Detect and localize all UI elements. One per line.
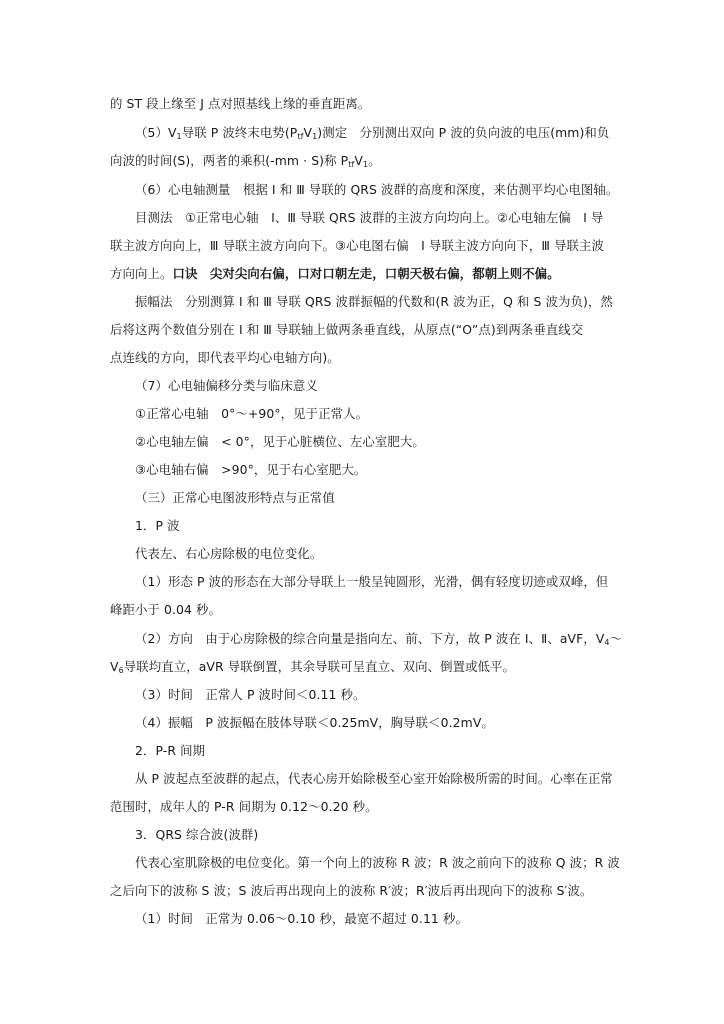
section-heading: （三）正常心电图波形特点与正常值	[135, 490, 335, 505]
text-line: 目测法 ①正常电心轴 Ⅰ、Ⅲ 导联 QRS 波群的主波方向均向上。②心电轴左偏 Ⅰ 导	[135, 210, 604, 225]
subsection-heading: 3．QRS 综合波(波群)	[135, 827, 259, 842]
text-line: ③心电轴右偏 >90°，见于右心室肥大。	[135, 462, 367, 477]
text-line: （3）时间 正常人 P 波时间＜0.11 秒。	[135, 687, 366, 702]
text-line: 联主波方向向上，Ⅲ 导联主波方向向下。③心电图右偏 Ⅰ 导联主波方向向下，Ⅲ 导联主波	[110, 238, 605, 253]
text-line: （6）心电轴测量 根据 Ⅰ 和 Ⅲ 导联的 QRS 波群的高度和深度，来估测平均心电图轴。	[135, 182, 619, 197]
text-line: ①正常心电轴 0°～+90°，见于正常人。	[135, 406, 369, 421]
text-line: $V_6$导联均直立，aVR 导联倒置，其余导联可呈直立、双向、倒置或低平。	[110, 659, 516, 675]
mnemonic-text: 口诀 尖对尖向右偏，口对口朝左走，口朝天极右偏，都朝上则不偏。	[172, 266, 560, 281]
text-line: 代表左、右心房除极的电位变化。	[135, 546, 323, 561]
subsection-heading: 1．P 波	[135, 518, 180, 533]
text-line: （4）振幅 P 波振幅在肢体导联＜0.25mV，胸导联＜0.2mV。	[135, 715, 494, 730]
text-line: （1）时间 正常为 0.06～0.10 秒，最宽不超过 0.11 秒。	[135, 911, 468, 926]
text-line: （2）方向 由于心房除极的综合向量是指向左、前、下方，故 P 波在 Ⅰ、Ⅱ、aVF，$V_4\sim$	[135, 631, 623, 647]
text-line: 向波的时间(S)，两者的乘积(-mm · S)称 $P_{tf}V_1$。	[110, 153, 381, 169]
text-line: 之后向下的波称 S 波；S 波后再出现向上的波称 R′波；R′波后再出现向下的波称 S′波。	[110, 883, 593, 898]
text-line: 代表心室肌除极的电位变化。第一个向上的波称 R 波；R 波之前向下的波称 Q 波；R 波	[135, 855, 620, 870]
subsection-heading: 2．P-R 间期	[135, 743, 206, 758]
text-line: （7）心电轴偏移分类与临床意义	[135, 378, 318, 393]
text-line: ②心电轴左偏 < 0°，见于心脏横位、左心室肥大。	[135, 434, 425, 449]
text-line: 点连线的方向，即代表平均心电轴方向)。	[110, 350, 340, 365]
text-line: 方向向上。口诀 尖对尖向右偏，口对口朝左走，口朝天极右偏，都朝上则不偏。	[110, 266, 560, 281]
text-line: 峰距小于 0.04 秒。	[110, 602, 222, 617]
text-line: （1）形态 P 波的形态在大部分导联上一般呈钝圆形，光滑，偶有轻度切迹或双峰，但	[135, 574, 609, 589]
text-line: $(5)V_1$导联 P 波终末电势$(P_{tf}V_1)$测定 分别测出双向 P 波的负向波的电压(mm)和负	[135, 125, 610, 141]
text-line: 后将这两个数值分别在 Ⅰ 和 Ⅲ 导联轴上做两条垂直线，从原点(“O”点)到两条垂直线交	[110, 322, 584, 337]
text-line: 振幅法 分别测算 Ⅰ 和 Ⅲ 导联 QRS 波群振幅的代数和(R 波为正，Q 和 S 波为负)，然	[135, 294, 613, 309]
text-line: 范围时，成年人的 P-R 间期为 0.12～0.20 秒。	[110, 799, 378, 814]
text-line: 从 P 波起点至波群的起点，代表心房开始除极至心室开始除极所需的时间。心率在正常	[135, 771, 613, 786]
text-line: 的 ST 段上缘至 J 点对照基线上缘的垂直距离。	[110, 96, 371, 111]
